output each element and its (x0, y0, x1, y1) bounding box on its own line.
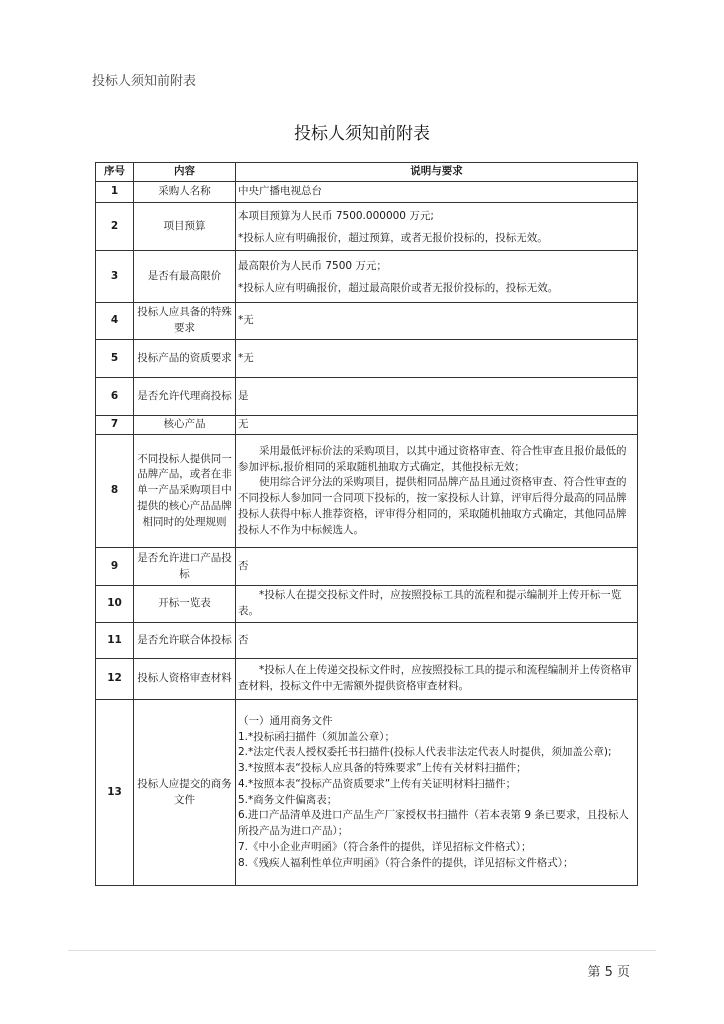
row-number: 7 (96, 416, 134, 435)
table-row (96, 700, 638, 886)
row-number: 9 (96, 548, 134, 586)
footer-divider (68, 950, 656, 951)
row-number: 4 (96, 303, 134, 340)
desc-line: 5.*商务文件偏离表； (238, 793, 338, 806)
desc-line: 是 (238, 389, 249, 402)
row-description (236, 623, 638, 659)
desc-line: 3.*按照本表“投标人应具备的特殊要求”上传有关材料扫描件； (238, 762, 527, 774)
table-row (96, 303, 638, 340)
row-number: 11 (96, 623, 134, 659)
row-name: 核心产品 (134, 416, 236, 435)
row-description (236, 548, 638, 586)
row-name: 投标人应提交的商务文件 (134, 700, 236, 886)
row-name: 项目预算 (134, 203, 236, 251)
desc-line: *无 (238, 351, 254, 364)
desc-line: 否 (238, 559, 249, 572)
desc-line: *无 (238, 314, 254, 327)
desc-paragraph: *投标人在提交投标文件时，应按照投标工具的流程和提示编制并上传开标一览表。 (238, 589, 622, 617)
row-description (236, 182, 638, 203)
desc-line: 中央广播电视总台 (238, 185, 322, 198)
desc-line: 2.*法定代表人授权委托书扫描件(投标人代表非法定代表人时提供，须加盖公章); (238, 746, 612, 759)
row-number: 5 (96, 340, 134, 378)
table-row (96, 548, 638, 586)
row-name: 投标产品的资质要求 (134, 340, 236, 378)
table-row (96, 416, 638, 435)
desc-line: 7.《中小企业声明函》（符合条件的提供，详见招标文件格式）； (238, 840, 532, 853)
row-name: 投标人资格审查材料 (134, 659, 236, 700)
row-description (236, 586, 638, 623)
header-content: 内容 (134, 163, 236, 182)
document-title: 投标人须知前附表 (294, 124, 430, 144)
table-row (96, 378, 638, 416)
desc-paragraph: 采用最低评标价法的采购项目，以其中通过资格审查、符合性审查且报价最低的参加评标,报价相同的采取随机抽取方式确定，其他投标无效； (238, 444, 627, 473)
row-description (236, 251, 638, 303)
header-seq: 序号 (96, 163, 134, 182)
row-description (236, 700, 638, 886)
row-number: 8 (96, 435, 134, 548)
desc-line: 6.进口产品清单及进口产品生产厂家授权书扫描件（若本表第 9 条已要求，且投标人所投产品为进口产品）； (238, 809, 629, 837)
row-name: 不同投标人提供同一品牌产品，或者在非单一产品采购项目中提供的核心产品品牌相同时的处理规则 (134, 435, 236, 548)
row-description (236, 659, 638, 700)
table-row (96, 659, 638, 700)
running-header: 投标人须知前附表 (92, 74, 197, 89)
desc-line: （一）通用商务文件 (238, 714, 333, 727)
desc-line: *投标人应有明确报价，超过预算，或者无报价投标的，投标无效。 (238, 231, 548, 244)
row-number: 10 (96, 586, 134, 623)
desc-line: *投标人应有明确报价，超过最高限价或者无报价投标的，投标无效。 (238, 281, 559, 294)
row-number: 2 (96, 203, 134, 251)
table-row (96, 203, 638, 251)
row-description (236, 416, 638, 435)
row-name: 采购人名称 (134, 182, 236, 203)
table-row (96, 251, 638, 303)
row-number: 3 (96, 251, 134, 303)
page-number: 第 5 页 (587, 965, 630, 980)
row-name: 是否有最高限价 (134, 251, 236, 303)
table-row (96, 435, 638, 548)
row-name: 开标一览表 (134, 586, 236, 623)
desc-paragraph: *投标人在上传递交投标文件时，应按照投标工具的提示和流程编制并上传资格审查材料，投标文件中无需额外提供资格审查材料。 (238, 664, 632, 692)
row-name: 是否允许代理商投标 (134, 378, 236, 416)
header-description: 说明与要求 (236, 163, 638, 182)
row-number: 12 (96, 659, 134, 700)
desc-line: 无 (238, 418, 249, 431)
desc-line: 8.《残疾人福利性单位声明函》（符合条件的提供，详见招标文件格式）； (238, 856, 574, 869)
row-name: 投标人应具备的特殊要求 (134, 303, 236, 340)
row-description (236, 340, 638, 378)
table-row (96, 623, 638, 659)
row-description (236, 435, 638, 548)
row-description (236, 303, 638, 340)
desc-line: 4.*按照本表“投标产品资质要求”上传有关证明材料扫描件； (238, 777, 517, 790)
table-row (96, 340, 638, 378)
row-description (236, 378, 638, 416)
row-number: 6 (96, 378, 134, 416)
desc-line: 最高限价为人民币 7500 万元； (238, 259, 387, 272)
requirements-table (95, 162, 638, 886)
row-name: 是否允许进口产品投标 (134, 548, 236, 586)
row-description (236, 203, 638, 251)
row-number: 1 (96, 182, 134, 203)
desc-line: 本项目预算为人民币 7500.000000 万元; (238, 209, 434, 222)
table-row (96, 586, 638, 623)
table-row (96, 182, 638, 203)
table-header-row (96, 163, 638, 182)
desc-line: 1.*投标函扫描件（须加盖公章）； (238, 730, 396, 743)
row-number: 13 (96, 700, 134, 886)
row-name: 是否允许联合体投标 (134, 623, 236, 659)
desc-line: 否 (238, 633, 249, 646)
desc-paragraph: 使用综合评分法的采购项目，提供相同品牌产品且通过资格审查、符合性审查的不同投标人参加同一合同项下投标的，按一家投标人计算，评审后得分最高的同品牌投标人获得中标人推荐资格，评审得分相同的，采取随机抽取方式确定，其他同品牌投标人不作为中标候选人。 (238, 476, 627, 536)
